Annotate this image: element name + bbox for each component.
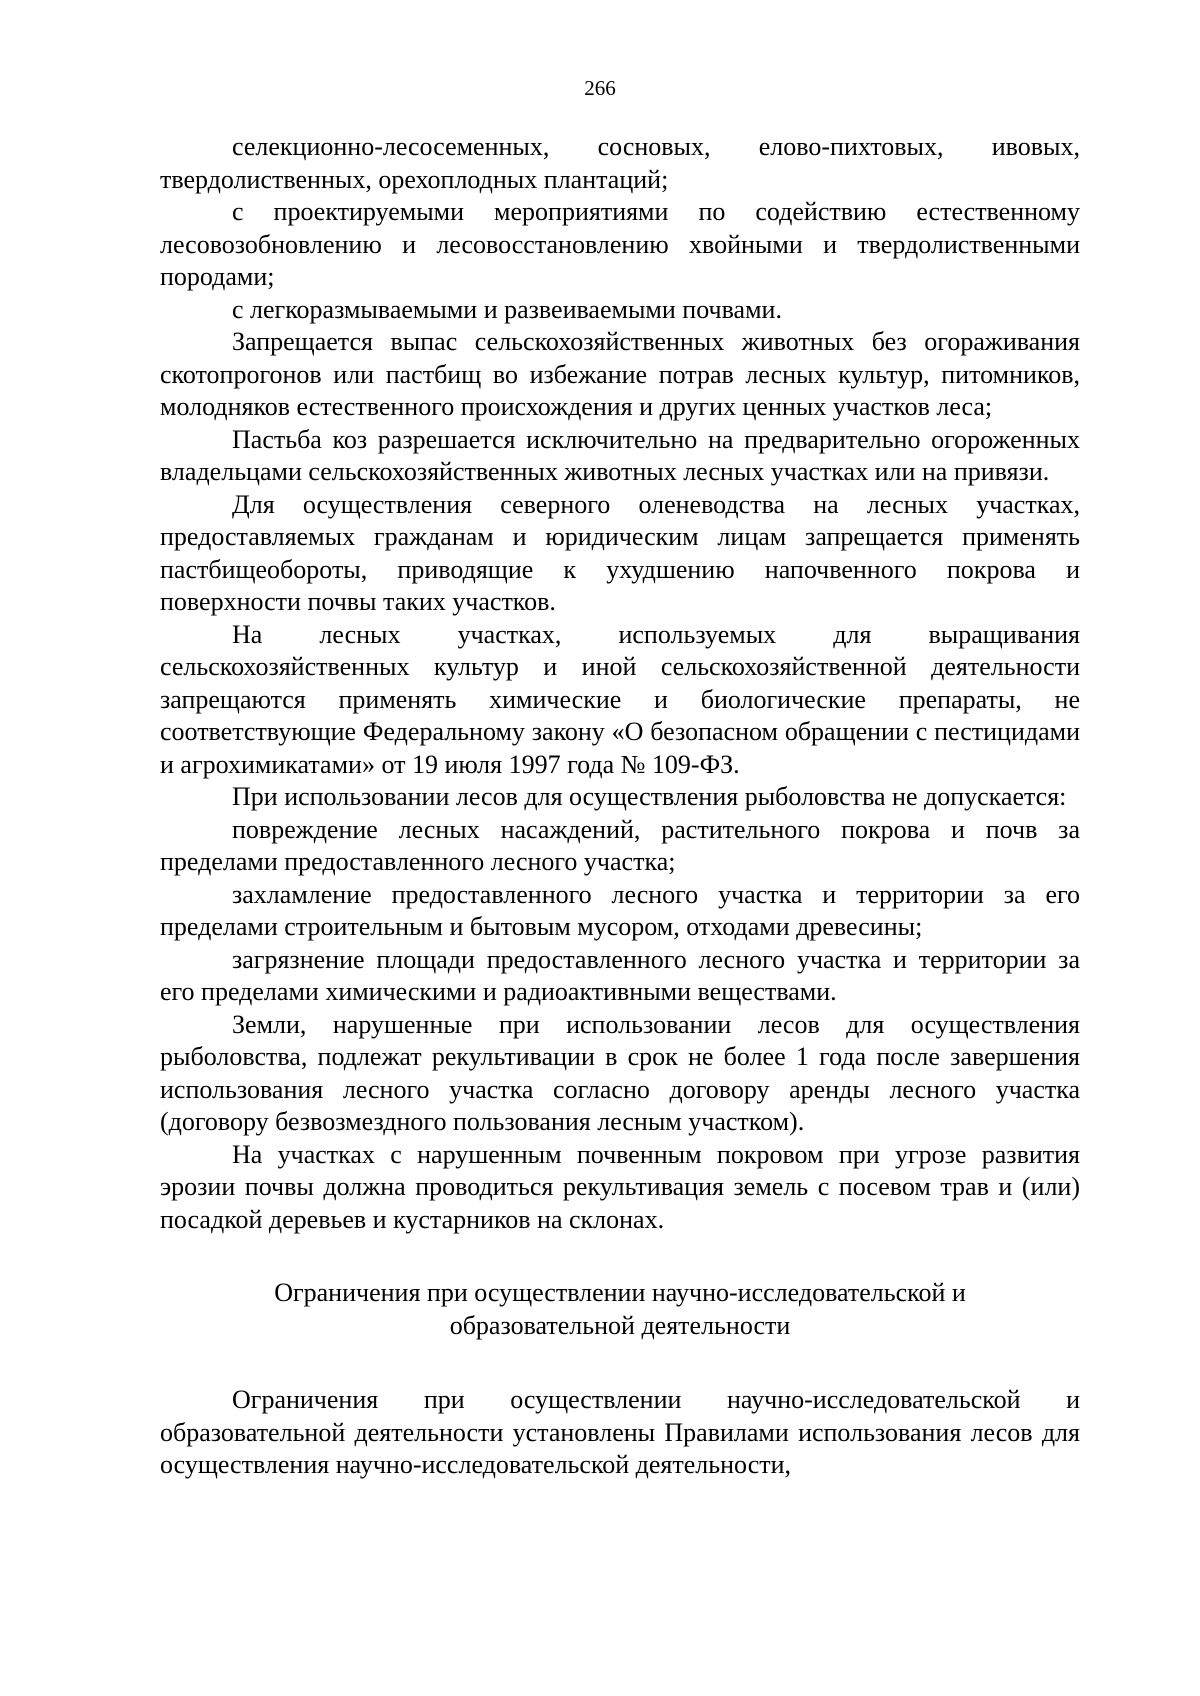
paragraph: с легкоразмываемыми и развеиваемыми почвами. [232, 294, 782, 324]
section-heading-line: образовательной деятельности [449, 1310, 791, 1340]
paragraph: Запрещается выпас сельскохозяйственных животных без огораживания скотопрогонов или пастбищ во избежание потрав лесных культур, питомников, молодняков естественного происхождения и других ценных участков леса; [160, 327, 1080, 421]
paragraph: селекционно-лесосеменных, сосновых, елово-пихтовых, ивовых, твердолиственных, орехоплодных плантаций; [160, 132, 1080, 194]
paragraph: На участках с нарушенным почвенным покровом при угрозе развития эрозии почвы должна проводиться рекультивация земель с посевом трав и (или) посадкой деревьев и кустарников на склонах. [160, 1139, 1080, 1234]
paragraph: При использовании лесов для осуществления рыболовства не допускается: [232, 782, 1067, 811]
page-number: 266 [584, 76, 616, 100]
document-body [160, 131, 1080, 1482]
final-paragraph: Ограничения при осуществлении научно-исследовательской и образовательной деятельности установлены Правилами использования лесов для осуществления научно-исследовательской деятельности, [160, 1385, 1080, 1479]
section-heading-line: Ограничения при осуществлении научно-исследовательской и [274, 1278, 966, 1307]
paragraph: повреждение лесных насаждений, растительного покрова и почв за пределами предоставленного лесного участка; [160, 814, 1080, 876]
paragraph: Пастьба коз разрешается исключительно на предварительно огороженных владельцами сельскохозяйственных животных лесных участках или на привязи. [160, 424, 1080, 486]
paragraph: захламление предоставленного лесного участка и территории за его пределами строительным и бытовым мусором, отходами древесины; [160, 879, 1080, 941]
paragraph: Для осуществления северного оленеводства на лесных участках, предоставляемых гражданам и юридическим лицам запрещается применять пастбищеобороты, приводящие к ухудшению напочвенного покрова и поверхности почвы таких участков. [160, 489, 1080, 616]
paragraph: Земли, нарушенные при использовании лесов для осуществления рыболовства, подлежат рекультивации в срок не более 1 года после завершения использования лесного участка согласно договору аренды лесного участка (договору безвозмездного пользования лесным участком). [160, 1009, 1080, 1136]
paragraph: загрязнение площади предоставленного лесного участка и территории за его пределами химическими и радиоактивными веществами. [160, 944, 1080, 1006]
section-heading [160, 1277, 1080, 1342]
paragraph: с проектируемыми мероприятиями по содействию естественному лесовозобновлению и лесовосстановлению хвойными и твердолиственными породами; [160, 197, 1080, 291]
paragraph: На лесных участках, используемых для выращивания сельскохозяйственных культур и иной сельскохозяйственной деятельности запрещаются применять химические и биологические препараты, не соответствующие Федеральному закону «О безопасном обращении с пестицидами и агрохимикатами» от 19 июля 1997 года № 109-ФЗ. [160, 619, 1080, 779]
